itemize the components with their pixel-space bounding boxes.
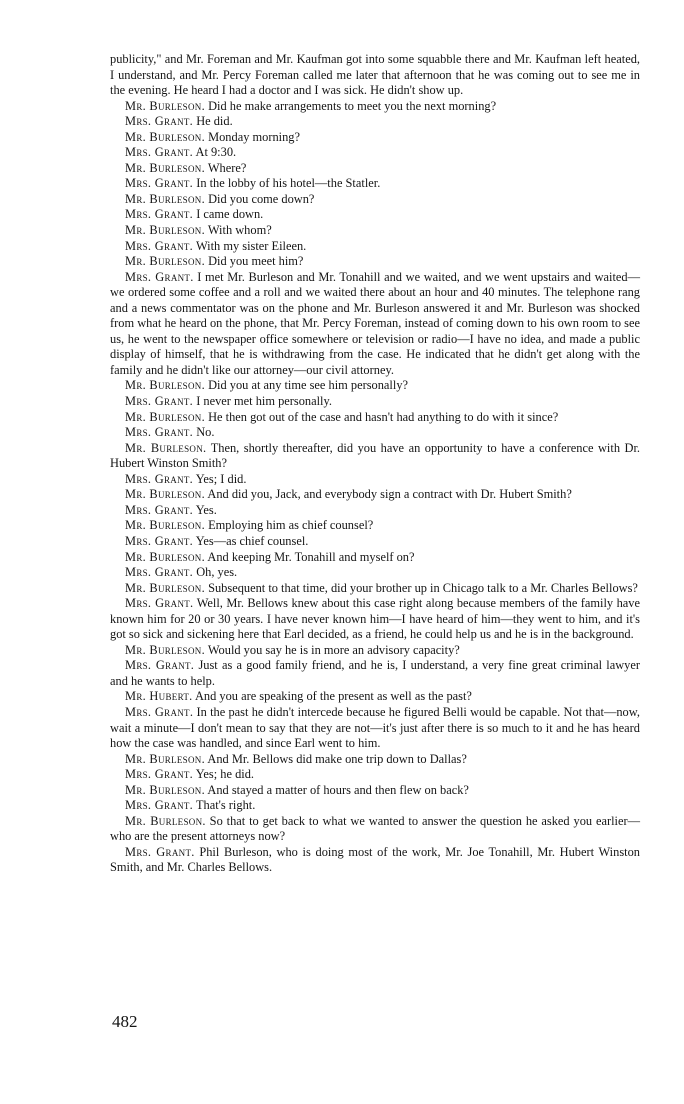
testimony-line (110, 441, 640, 472)
spoken-text: Did you come down? (208, 191, 315, 206)
testimony-line (110, 192, 640, 208)
speaker-name: Mr. Burleson. (125, 782, 205, 797)
spoken-text: With my sister Eileen. (195, 238, 307, 253)
spoken-text: Subsequent to that time, did your brother up in Chicago talk to a Mr. Charles Bellows? (208, 580, 638, 595)
speaker-name: Mr. Burleson. (125, 813, 206, 828)
testimony-line (110, 596, 640, 643)
spoken-text: Employing him as chief counsel? (208, 518, 374, 533)
testimony-line (110, 223, 640, 239)
speaker-name: Mrs. Grant. (125, 145, 194, 160)
speaker-name: Mrs. Grant. (125, 596, 194, 611)
spoken-text: At 9:30. (195, 145, 237, 160)
speaker-name: Mr. Burleson. (125, 549, 205, 564)
spoken-text: Then, shortly thereafter, did you have an opportunity to have a conference with Dr. Hubert Winston Smith? (110, 440, 641, 471)
speaker-name: Mr. Burleson. (125, 580, 205, 595)
spoken-text: I never met him personally. (196, 394, 332, 409)
speaker-name: Mr. Burleson. (125, 160, 205, 175)
testimony-line (110, 394, 640, 410)
testimony-line (110, 658, 640, 689)
testimony-line (110, 518, 640, 534)
spoken-text: Where? (207, 160, 247, 175)
testimony-line (110, 130, 640, 146)
testimony-line (110, 798, 640, 814)
spoken-text: Yes. (195, 502, 217, 517)
spoken-text: In the past he didn't intercede because he figured Belli would be capable. Not that—now, wait a minute—I don't mean to say that they are not—it's just after there is so much to it and he has heard how the case was handled, and since Earl went to him. (110, 704, 640, 751)
testimony-page (110, 52, 640, 876)
testimony-line (110, 752, 640, 768)
speaker-name: Mrs. Grant. (125, 704, 194, 719)
spoken-text: And did you, Jack, and everybody sign a contract with Dr. Hubert Smith? (207, 487, 572, 502)
speaker-name: Mr. Burleson. (125, 487, 205, 502)
testimony-line (110, 239, 640, 255)
speaker-name: Mrs. Grant. (125, 502, 194, 517)
testimony-line (110, 705, 640, 752)
speaker-name: Mr. Burleson. (125, 254, 205, 269)
testimony-line (110, 176, 640, 192)
speaker-name: Mr. Burleson. (125, 751, 205, 766)
speaker-name: Mrs. Grant. (125, 798, 194, 813)
speaker-name: Mrs. Grant. (125, 176, 194, 191)
spoken-text: Yes; he did. (195, 767, 255, 782)
spoken-text: Did you meet him? (208, 254, 304, 269)
testimony-line (110, 254, 640, 270)
spoken-text: Phil Burleson, who is doing most of the work, Mr. Joe Tonahill, Mr. Hubert Winston Smith, and Mr. Charles Bellows. (110, 844, 640, 875)
testimony-line (110, 767, 640, 783)
testimony-line (110, 689, 640, 705)
testimony-line (110, 114, 640, 130)
spoken-text: Oh, yes. (196, 565, 238, 580)
testimony-line (110, 425, 640, 441)
speaker-name: Mrs. Grant. (125, 269, 194, 284)
speaker-name: Mr. Burleson. (125, 409, 205, 424)
spoken-text: And keeping Mr. Tonahill and myself on? (207, 549, 415, 564)
speaker-name: Mrs. Grant. (125, 658, 195, 673)
speaker-name: Mrs. Grant. (125, 207, 194, 222)
testimony-line (110, 814, 640, 845)
spoken-text: Did he make arrangements to meet you the next morning? (208, 98, 497, 113)
speaker-name: Mrs. Grant. (125, 767, 194, 782)
spoken-text: He then got out of the case and hasn't had anything to do with it since? (208, 409, 559, 424)
spoken-text: Well, Mr. Bellows knew about this case right along because members of the family have known him for 20 or 30 years. I have never known him—I have heard of him—they went to him, and it's got so sick and sickening here that Earl decided, as a friend, he could help us and he is in the background. (110, 596, 640, 642)
speaker-name: Mr. Burleson. (125, 129, 205, 144)
speaker-name: Mr. Burleson. (125, 518, 205, 533)
testimony-line (110, 503, 640, 519)
spoken-text: Monday morning? (208, 129, 300, 144)
speaker-name: Mr. Burleson. (125, 98, 205, 113)
spoken-text: And Mr. Bellows did make one trip down to Dallas? (207, 751, 467, 766)
spoken-text: Did you at any time see him personally? (208, 378, 409, 393)
testimony-line (110, 378, 640, 394)
speaker-name: Mrs. Grant. (125, 238, 194, 253)
spoken-text: Yes; I did. (195, 471, 247, 486)
testimony-line (110, 565, 640, 581)
spoken-text: And you are speaking of the present as well as the past? (194, 689, 472, 704)
testimony-line (110, 472, 640, 488)
page-number: 482 (112, 1012, 138, 1031)
speaker-name: Mr. Burleson. (125, 642, 205, 657)
spoken-text: Just as a good family friend, and he is, I understand, a very fine great criminal lawyer and he wants to help. (110, 658, 640, 688)
spoken-text: That's right. (195, 798, 256, 813)
speaker-name: Mrs. Grant. (125, 565, 194, 580)
testimony-line (110, 487, 640, 503)
testimony-line (110, 643, 640, 659)
speaker-name: Mrs. Grant. (125, 114, 194, 129)
testimony-line (110, 783, 640, 799)
spoken-text: In the lobby of his hotel—the Statler. (196, 176, 381, 191)
spoken-text: Yes—as chief counsel. (195, 533, 309, 548)
speaker-name: Mrs. Grant. (125, 394, 194, 409)
testimony-line (110, 581, 640, 597)
speaker-name: Mr. Burleson. (125, 223, 205, 238)
spoken-text: He did. (196, 114, 233, 129)
testimony-line (110, 270, 640, 379)
spoken-text: No. (196, 425, 215, 440)
testimony-line (110, 550, 640, 566)
testimony-line (110, 534, 640, 550)
speaker-name: Mr. Burleson. (125, 191, 205, 206)
spoken-text: With whom? (207, 223, 272, 238)
testimony-line (110, 161, 640, 177)
speaker-name: Mrs. Grant. (125, 425, 194, 440)
speaker-name: Mr. Burleson. (125, 378, 205, 393)
testimony-line (110, 145, 640, 161)
speaker-name: Mr. Hubert. (125, 689, 193, 704)
spoken-text: I met Mr. Burleson and Mr. Tonahill and we waited, and we went upstairs and waited—we ordered some coffee and a roll and we waited there about an hour and 40 minutes. The telephone rang and a news commentator was on the phone and Mr. Burleson answered it and Mr. Burleson was shocked from what he heard on the phone, that Mr. Percy Foreman, instead of coming down to his own room to see us, he went to the newspaper office somewhere or television or radio—I have no idea, and made a public display of himself, that he is withdrawing from the case. He indicated that he didn't get along with the family and he didn't like our attorney—our civil attorney. (110, 269, 640, 377)
spoken-text: And stayed a matter of hours and then flew on back? (207, 782, 469, 797)
speaker-name: Mr. Burleson. (125, 440, 207, 455)
spoken-text: Would you say he is in more an advisory capacity? (207, 642, 460, 657)
spoken-text: So that to get back to what we wanted to answer the question he asked you earlier—who are the present attorneys now? (110, 813, 641, 844)
testimony-line (110, 410, 640, 426)
testimony-line (110, 99, 640, 115)
spoken-text: I came down. (196, 207, 264, 222)
testimony-line (110, 845, 640, 876)
continued-paragraph: publicity," and Mr. Foreman and Mr. Kaufman got into some squabble there and Mr. Kaufman left heated, I understand, and Mr. Percy Foreman called me later that afternoon that he was coming out to see me in the evening. He heard I had a doctor and I was sick. He didn't show up. (110, 52, 640, 98)
testimony-exchanges (110, 99, 640, 876)
speaker-name: Mrs. Grant. (125, 471, 194, 486)
speaker-name: Mrs. Grant. (125, 533, 194, 548)
testimony-line (110, 207, 640, 223)
speaker-name: Mrs. Grant. (125, 844, 195, 859)
